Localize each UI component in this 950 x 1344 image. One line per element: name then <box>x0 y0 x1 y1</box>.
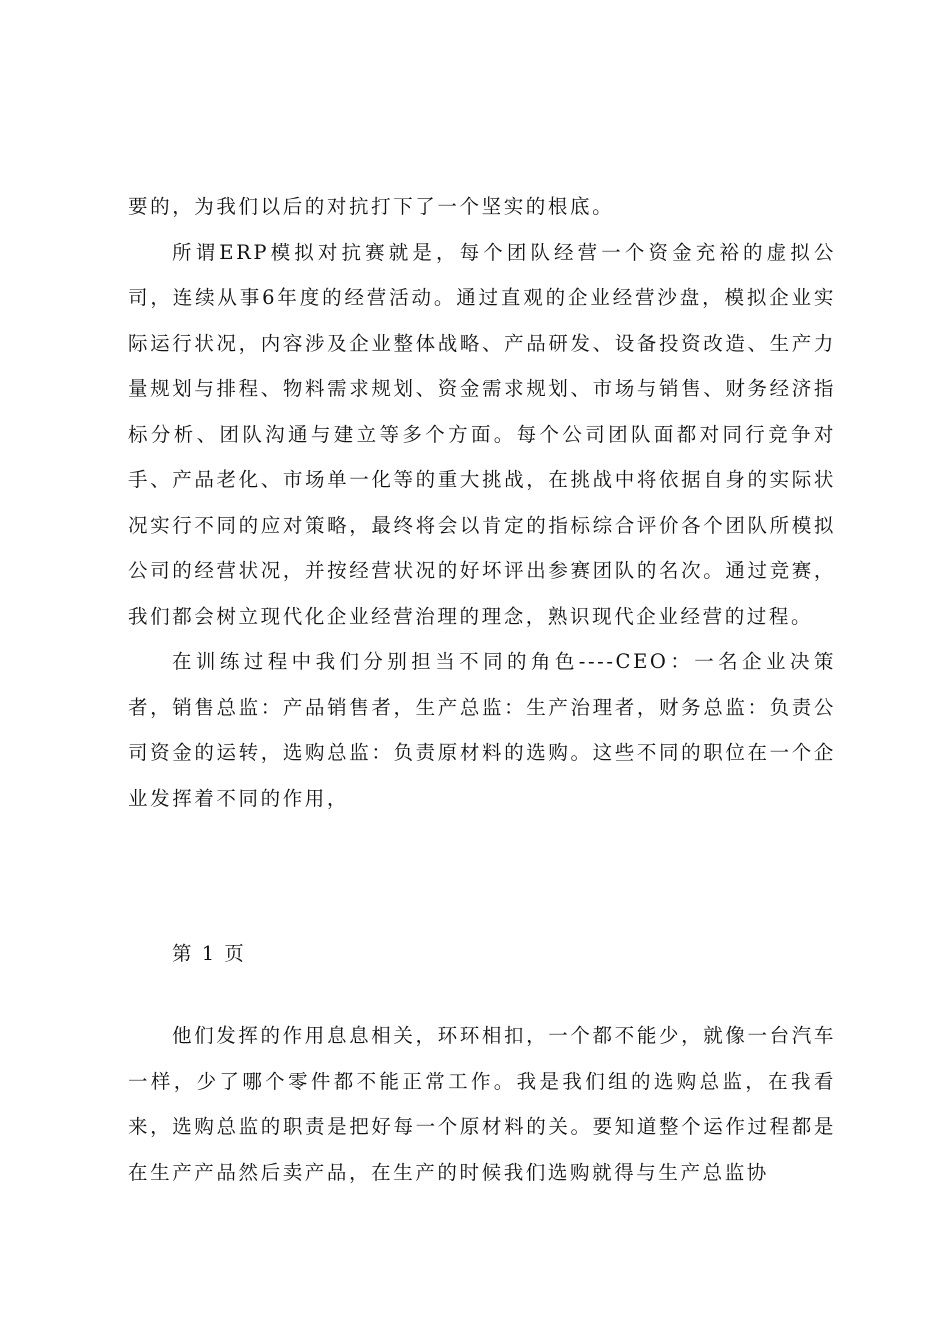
paragraph-continuation: 要的，为我们以后的对抗打下了一个坚实的根底。 <box>128 195 615 218</box>
paragraph-purchasing: 他们发挥的作用息息相关，环环相扣，一个都不能少，就像一台汽车一样，少了哪个零件都不能正常工作。我是我们组的选购总监，在我看来，选购总监的职责是把好每一个原材料的关。要知道整个运作过程都是在生产产品然后卖产品，在生产的时候我们选购就得与生产总监协 <box>128 1024 836 1184</box>
page-number-label: 第 1 页 <box>172 942 246 965</box>
body-text-bottom <box>128 1013 836 1195</box>
paragraph-erp-intro: 所谓ERP模拟对抗赛就是，每个团队经营一个资金充裕的虚拟公司，连续从事6年度的经营活动。通过直观的企业经营沙盘，模拟企业实际运行状况，内容涉及企业整体战略、产品研发、设备投资改造、生产力量规划与排程、物料需求规划、资金需求规划、市场与销售、财务经济指标分析、团队沟通与建立等多个方面。每个公司团队面都对同行竞争对手、产品老化、市场单一化等的重大挑战，在挑战中将依据自身的实际状况实行不同的应对策略，最终将会以肯定的指标综合评价各个团队所模拟公司的经营状况，并按经营状况的好坏评出参赛团队的名次。通过竞赛，我们都会树立现代化企业经营治理的理念，熟识现代企业经营的过程。 <box>128 240 836 628</box>
body-text-top <box>128 184 836 821</box>
paragraph-roles: 在训练过程中我们分别担当不同的角色----CEO：一名企业决策者，销售总监：产品销售者，生产总监：生产治理者，财务总监：负责公司资金的运转，选购总监：负责原材料的选购。这些不同的职位在一个企业发挥着不同的作用， <box>128 650 836 810</box>
